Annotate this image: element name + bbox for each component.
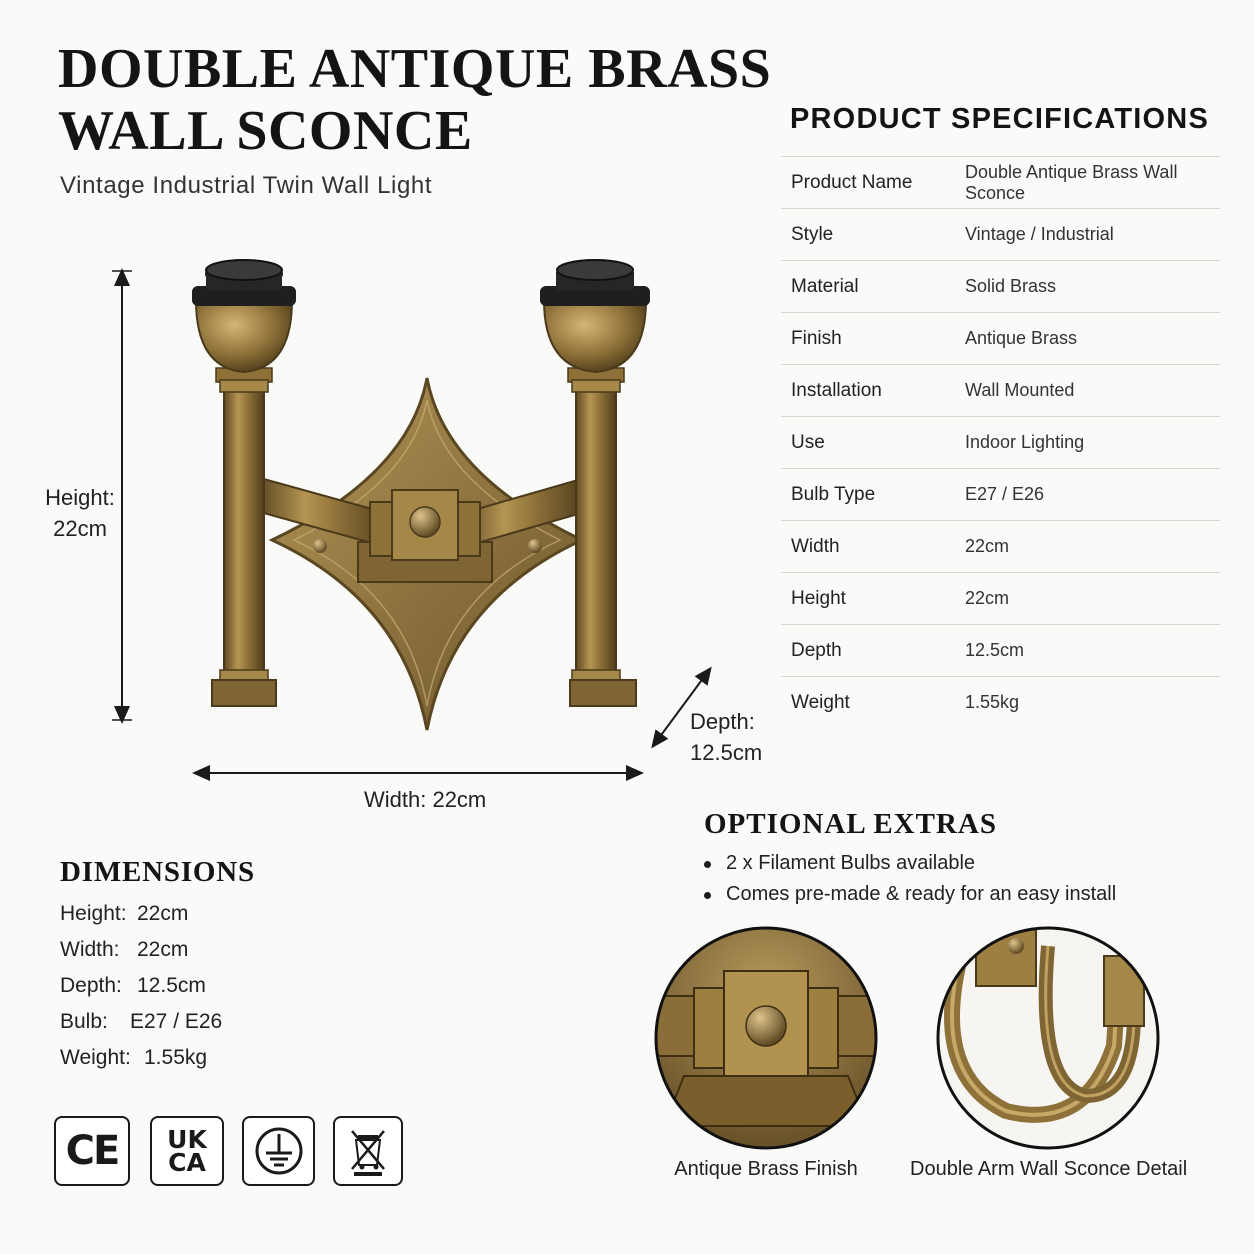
specs-title: PRODUCT SPECIFICATIONS (790, 103, 1209, 135)
table-row (781, 313, 1220, 365)
spec-key: Material (781, 261, 965, 313)
spec-value: Antique Brass (965, 313, 1220, 365)
table-row (781, 209, 1220, 261)
list-item: Comes pre-made & ready for an easy install (704, 879, 1116, 910)
spec-value: 22cm (965, 573, 1220, 625)
spec-key: Depth (781, 625, 965, 677)
table-row (781, 625, 1220, 677)
list-item: Weight: 1.55kg (60, 1046, 208, 1069)
table-row (781, 417, 1220, 469)
spec-key: Weight (781, 677, 965, 729)
width-label: Width: 22cm (364, 787, 487, 812)
spec-key: Use (781, 417, 965, 469)
height-label: Height: 22cm (45, 485, 115, 541)
sconce-product-image (190, 250, 660, 740)
finish-detail-image (654, 926, 878, 1150)
dimensions-title: DIMENSIONS (60, 856, 255, 888)
spec-value: Indoor Lighting (965, 417, 1220, 469)
table-row (781, 677, 1220, 729)
spec-key: Width (781, 521, 965, 573)
page-subtitle: Vintage Industrial Twin Wall Light (60, 172, 433, 199)
title-line-1: DOUBLE ANTIQUE BRASS (58, 38, 772, 100)
spec-key: Height (781, 573, 965, 625)
earth-ground-icon (254, 1126, 304, 1176)
spec-value: E27 / E26 (965, 469, 1220, 521)
spec-key: Bulb Type (781, 469, 965, 521)
ukca-mark-badge: UK CA (150, 1116, 224, 1186)
arm-detail-caption: Double Arm Wall Sconce Detail (910, 1158, 1188, 1180)
weee-badge (333, 1116, 403, 1186)
spec-key: Installation (781, 365, 965, 417)
spec-value: Double Antique Brass Wall Sconce (965, 157, 1220, 209)
list-item: Bulb: E27 / E26 (60, 1010, 223, 1033)
list-item: Depth: 12.5cm (60, 974, 206, 997)
extras-title: OPTIONAL EXTRAS (704, 808, 997, 840)
table-row (781, 365, 1220, 417)
spec-value: Solid Brass (965, 261, 1220, 313)
table-row (781, 521, 1220, 573)
spec-value: 22cm (965, 521, 1220, 573)
ce-mark-icon: CE (65, 1128, 119, 1174)
earth-ground-badge (242, 1116, 315, 1186)
spec-value: 12.5cm (965, 625, 1220, 677)
dimensions-list (60, 902, 222, 1082)
table-row (781, 469, 1220, 521)
table-row (781, 261, 1220, 313)
spec-key: Style (781, 209, 965, 261)
spec-value: 1.55kg (965, 677, 1220, 729)
bullet-icon (704, 892, 711, 899)
table-row (781, 157, 1220, 209)
spec-value: Vintage / Industrial (965, 209, 1220, 261)
weee-bin-icon (346, 1125, 390, 1177)
extras-list (704, 848, 1116, 910)
spec-key: Finish (781, 313, 965, 365)
spec-key: Product Name (781, 157, 965, 209)
bullet-icon (704, 861, 711, 868)
list-item: Height: 22cm (60, 902, 189, 925)
specs-table (781, 156, 1220, 728)
ce-mark-badge (54, 1116, 130, 1186)
spec-value: Wall Mounted (965, 365, 1220, 417)
finish-detail-caption: Antique Brass Finish (674, 1158, 858, 1180)
list-item: Width: 22cm (60, 938, 189, 961)
table-row (781, 573, 1220, 625)
depth-label: Depth: 12.5cm (690, 709, 763, 765)
arm-detail-image (936, 926, 1160, 1150)
title-line-2: WALL SCONCE (58, 100, 473, 162)
list-item: 2 x Filament Bulbs available (704, 848, 1116, 879)
